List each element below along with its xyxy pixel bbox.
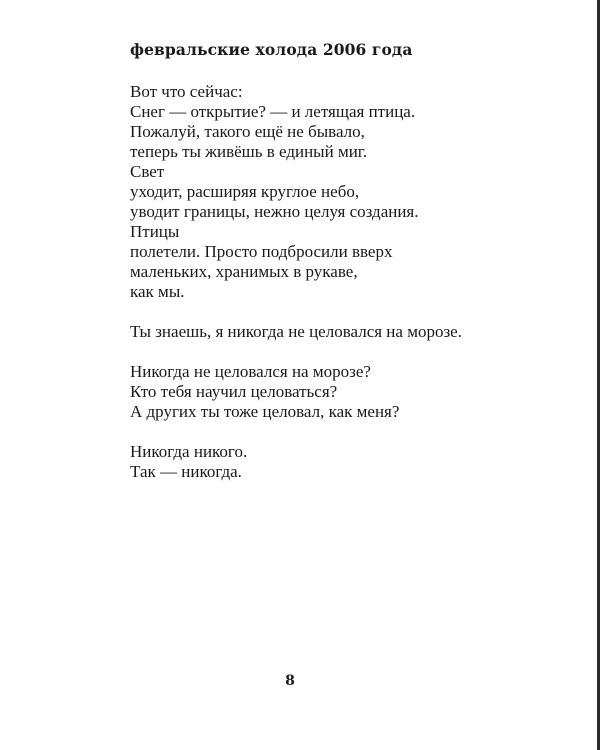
- poem-line: А других ты тоже целовал, как меня?: [130, 402, 400, 421]
- poem-line: Ты знаешь, я никогда не целовался на морозе.: [130, 322, 462, 341]
- poem-line: Птицы: [130, 222, 180, 241]
- stanza-1: [130, 82, 570, 302]
- poem-line: Никогда никого.: [130, 442, 248, 461]
- poem-line: Вот что сейчас:: [130, 82, 243, 101]
- poem-line: Свет: [130, 162, 165, 181]
- poem-line: Никогда не целовался на морозе?: [130, 362, 371, 381]
- poem-line: полетели. Просто подбросили вверх: [130, 242, 393, 261]
- poem-line: как мы.: [130, 282, 185, 301]
- poem-line: уводит границы, нежно целуя создания.: [130, 202, 419, 221]
- poem-line: Так — никогда.: [130, 462, 242, 481]
- poem-line: Снег — открытие? — и летящая птица.: [130, 102, 416, 121]
- poem-title: февральские холода 2006 года: [130, 40, 413, 59]
- poem-line: теперь ты живёшь в единый миг.: [130, 142, 368, 161]
- stanza-2: [130, 322, 570, 342]
- stanza-3: [130, 362, 570, 422]
- stanza-4: [130, 442, 570, 482]
- poem-line: Пожалуй, такого ещё не бывало,: [130, 122, 365, 141]
- poem-line: маленьких, хранимых в рукаве,: [130, 262, 358, 281]
- poem-line: уходит, расширяя круглое небо,: [130, 182, 360, 201]
- poem-body: [130, 82, 570, 502]
- poem-line: Кто тебя научил целоваться?: [130, 382, 338, 401]
- page-number: 8: [285, 673, 295, 689]
